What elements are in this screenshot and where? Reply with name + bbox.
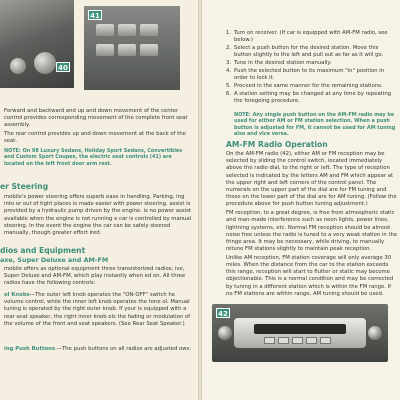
step-item: 4. Push the selected button to its maximum "in" position in order to lock it. [226,67,385,81]
seat-intro: Forward and backward and up and down movement of the center control provides corresponding movement of the complete front seat assembly. [4,108,188,129]
step-item: 6. A station setting may be changed at any time by repeating the foregoing procedure. [226,90,392,104]
control-knobs-body: —The outer left knob operates the "ON-OFF" switch he volume control, while the inner left knob operates the tone ol. Manual tuning is operated by the right outer knob. If your is equipped with a rear seat speaker, the right inner knob ols the fading or modulation of the volume of the front and seat speakers. (See Rear Seat Speaker.) [4,292,191,327]
steps-list [226,30,396,105]
step-item: 5. Proceed in the same manner for the remaining stations. [226,82,383,89]
control-knobs-text [4,292,194,328]
seat-note: NOTE: On 98 Luxury Sedans, Holiday Sport Sedans, Convertibles and Custom Sport Coupes, the electric seat controls (41) are located on the left front door arm rest. [4,148,183,167]
radio-push-button [264,337,275,344]
control-knobs-label: ol Knobs [4,292,30,298]
step-item: 1. Turn on receiver. (If car is equipped with AM-FM radio, see below.) [226,30,388,44]
radio-push-button [278,337,289,344]
amfm-paragraph-3: Unlike AM reception, FM station coverage will only average 30 miles. When the distance from the car to the station exceeds this range, reception will start to flutter or static may become objectionable. This is a normal condition and may be corrected by tuning in a different station which is within the FM range. If no FM stations are within range, AM tuning should be used. [226,254,394,297]
switch [96,24,114,36]
seat-intro-2: The rear control provides up and down movement at the back of the seat. [4,131,186,145]
seat-text [4,108,194,147]
radio-push-button [292,337,303,344]
push-button-steps [226,30,396,106]
step-item: 3. Tune in the desired station manually. [226,60,332,66]
push-buttons-text [4,346,194,353]
push-buttons-body: .—The push buttons on all radios are adjusted ows: [55,346,192,352]
radio-faceplate [234,318,366,348]
radio-dial [254,324,346,334]
amfm-heading: AM-FM Radio Operation [226,140,328,149]
figure-badge-41: 41 [88,10,102,20]
amfm-radio-photo [212,304,388,362]
switch [118,24,136,36]
radio-push-button [306,337,317,344]
radio-left-knob [218,326,232,340]
radio-push-button [320,337,331,344]
seat-control-photo [0,0,74,88]
radios-intro: mobile offers as optional equipment three transistorized radios; ive, Super Deluxe and AM-FM, which play instantly when ed on. All three radios have the following controls: [4,266,186,287]
push-buttons-label: ing Push Buttons [4,346,56,352]
switch [118,44,136,56]
amfm-paragraph-1: On the AM-FM radio (42), either AM or FM reception may be selected by sliding the control switch, located immediately above the radio dial, to the right or left. The type of reception selected is indicated by the letters AM and FM which appear at the upper right and left corners of the control panel. The numerals on the upper part of the dial are for FM tuning and those on the lower part of the dial are for AM tuning. (Follow the procedure above for push button tuning adjustment.) [226,151,397,208]
right-page [202,0,400,400]
power-steering-heading: er Steering [0,182,49,191]
window-switch-photo [84,6,180,90]
radios-subhead: axe, Super Deluxe and AM-FM [0,256,109,264]
switch [140,24,158,36]
power-steering-text: mobile's power steering offers superb ease in handling. Parking, ing into or out of tight places is made easier with power steering. assist is provided by a hydraulic pump driven by the engine. is no power assist available when the engine is not running e car is controlled by manual steering. In the event the engine the car can be safely steered manually, though greater effort ired. [4,194,192,237]
seat-knob [34,52,56,74]
seat-knob [10,58,26,74]
switch [140,44,158,56]
figure-badge-40: 40 [56,62,70,72]
step-item: 2. Select a push button for the desired station. Move this button slightly to the left and pull out as far as it will go. [226,45,384,59]
radio-right-knob [368,326,382,340]
amfm-note: NOTE: Any single push button on the AM-FM radio may be used for either AM or FM station selection. When a push button is adjusted for FM, it cannot be used for AM tuning also and vice versa. [234,112,396,138]
radios-heading: dios and Equipment [0,246,86,255]
amfm-text [226,151,398,300]
switch [96,44,114,56]
figure-badge-42: 42 [216,308,230,318]
amfm-paragraph-2: FM reception, to a great degree, is free from atmospheric static and man-made interference such as neon lights, power lines, lightning systems, etc. Normal FM reception should be almost noise free unless the radio is tuned to a very weak station in the fringe area. It may be necessary, while driving, to manually retune FM stations slightly to maintain peak reception. [226,210,398,253]
left-page [0,0,198,400]
